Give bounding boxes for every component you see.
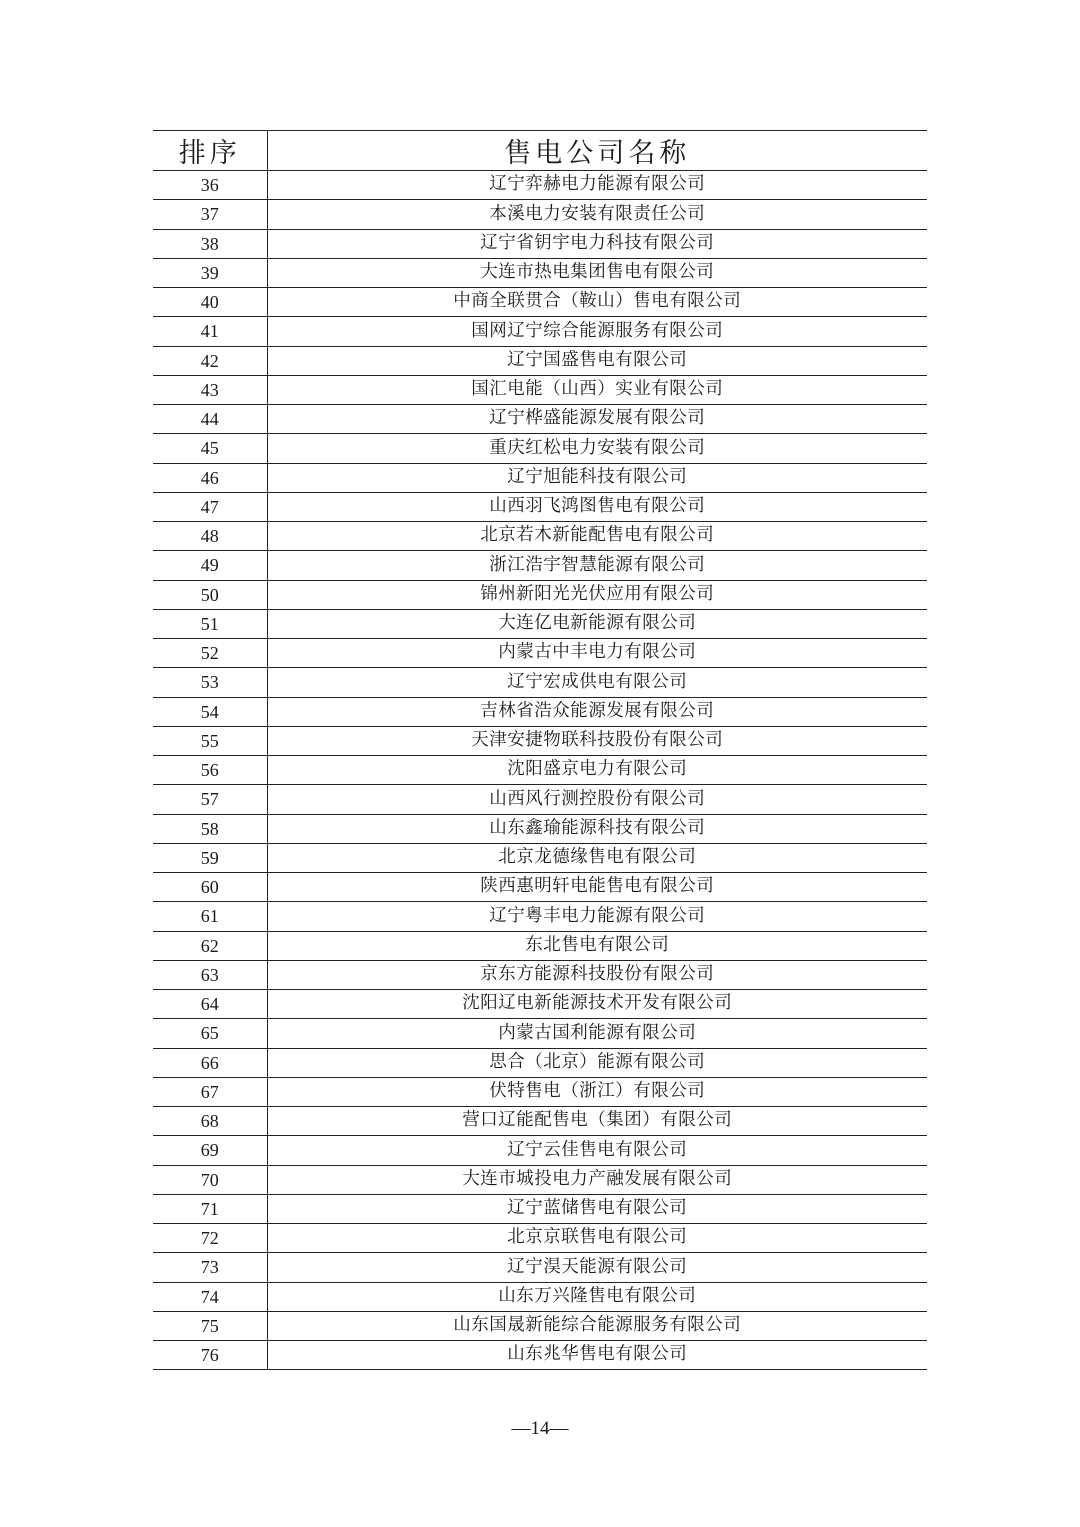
company-name-cell: 辽宁云佳售电有限公司 — [267, 1136, 927, 1165]
company-name-cell: 京东方能源科技股份有限公司 — [267, 960, 927, 989]
table-row — [153, 873, 927, 902]
rank-cell: 71 — [153, 1194, 267, 1223]
rank-cell: 76 — [153, 1341, 267, 1370]
rank-cell: 41 — [153, 317, 267, 346]
company-name-cell: 思合（北京）能源有限公司 — [267, 1048, 927, 1077]
table-row — [153, 258, 927, 287]
header-rank: 排序 — [153, 131, 267, 171]
table-row — [153, 609, 927, 638]
table-row — [153, 288, 927, 317]
company-name-cell: 辽宁省钥宇电力科技有限公司 — [267, 229, 927, 258]
rank-cell: 59 — [153, 843, 267, 872]
rank-cell: 50 — [153, 580, 267, 609]
rank-cell: 57 — [153, 785, 267, 814]
rank-cell: 48 — [153, 522, 267, 551]
rank-cell: 52 — [153, 639, 267, 668]
table-row — [153, 990, 927, 1019]
table-row — [153, 1253, 927, 1282]
company-name-cell: 内蒙古国利能源有限公司 — [267, 1019, 927, 1048]
table-row — [153, 492, 927, 521]
page-number: —14— — [511, 1418, 569, 1439]
company-name-cell: 山东万兴隆售电有限公司 — [267, 1282, 927, 1311]
table-row — [153, 1165, 927, 1194]
company-name-cell: 山东兆华售电有限公司 — [267, 1341, 927, 1370]
company-name-cell: 吉林省浩众能源发展有限公司 — [267, 697, 927, 726]
company-name-cell: 辽宁淏天能源有限公司 — [267, 1253, 927, 1282]
rank-cell: 42 — [153, 346, 267, 375]
company-name-cell: 营口辽能配售电（集团）有限公司 — [267, 1107, 927, 1136]
table-row — [153, 1311, 927, 1340]
rank-cell: 72 — [153, 1224, 267, 1253]
rank-cell: 69 — [153, 1136, 267, 1165]
company-name-cell: 东北售电有限公司 — [267, 931, 927, 960]
rank-cell: 64 — [153, 990, 267, 1019]
company-name-cell: 山东国晟新能综合能源服务有限公司 — [267, 1311, 927, 1340]
company-name-cell: 辽宁国盛售电有限公司 — [267, 346, 927, 375]
company-name-cell: 浙江浩宇智慧能源有限公司 — [267, 551, 927, 580]
rank-cell: 46 — [153, 463, 267, 492]
table-row — [153, 229, 927, 258]
table-row — [153, 463, 927, 492]
table-row — [153, 756, 927, 785]
company-name-cell: 北京龙德缘售电有限公司 — [267, 843, 927, 872]
table-row — [153, 580, 927, 609]
table-body — [153, 171, 927, 1370]
table-row — [153, 1282, 927, 1311]
table-row — [153, 375, 927, 404]
rank-cell: 47 — [153, 492, 267, 521]
company-name-cell: 北京京联售电有限公司 — [267, 1224, 927, 1253]
rank-cell: 38 — [153, 229, 267, 258]
company-ranking-table — [153, 130, 927, 1370]
company-name-cell: 大连亿电新能源有限公司 — [267, 609, 927, 638]
company-name-cell: 辽宁弈赫电力能源有限公司 — [267, 171, 927, 200]
company-name-cell: 重庆红松电力安装有限公司 — [267, 434, 927, 463]
rank-cell: 55 — [153, 726, 267, 755]
table-row — [153, 522, 927, 551]
rank-cell: 61 — [153, 902, 267, 931]
table-row — [153, 697, 927, 726]
company-ranking-table-container — [153, 130, 927, 1370]
rank-cell: 44 — [153, 405, 267, 434]
table-row — [153, 902, 927, 931]
company-name-cell: 沈阳辽电新能源技术开发有限公司 — [267, 990, 927, 1019]
rank-cell: 56 — [153, 756, 267, 785]
rank-cell: 43 — [153, 375, 267, 404]
table-row — [153, 1194, 927, 1223]
company-name-cell: 大连市城投电力产融发展有限公司 — [267, 1165, 927, 1194]
table-row — [153, 200, 927, 229]
table-row — [153, 1224, 927, 1253]
table-row — [153, 1341, 927, 1370]
company-name-cell: 锦州新阳光光伏应用有限公司 — [267, 580, 927, 609]
company-name-cell: 山西羽飞鸿图售电有限公司 — [267, 492, 927, 521]
table-row — [153, 639, 927, 668]
rank-cell: 45 — [153, 434, 267, 463]
rank-cell: 51 — [153, 609, 267, 638]
table-row — [153, 843, 927, 872]
company-name-cell: 沈阳盛京电力有限公司 — [267, 756, 927, 785]
company-name-cell: 山西风行测控股份有限公司 — [267, 785, 927, 814]
rank-cell: 74 — [153, 1282, 267, 1311]
table-row — [153, 317, 927, 346]
rank-cell: 62 — [153, 931, 267, 960]
rank-cell: 39 — [153, 258, 267, 287]
rank-cell: 73 — [153, 1253, 267, 1282]
company-name-cell: 大连市热电集团售电有限公司 — [267, 258, 927, 287]
table-row — [153, 1077, 927, 1106]
table-header — [153, 131, 927, 171]
rank-cell: 37 — [153, 200, 267, 229]
company-name-cell: 辽宁旭能科技有限公司 — [267, 463, 927, 492]
company-name-cell: 陕西惠明轩电能售电有限公司 — [267, 873, 927, 902]
table-row — [153, 434, 927, 463]
company-name-cell: 辽宁宏成供电有限公司 — [267, 668, 927, 697]
company-name-cell: 伏特售电（浙江）有限公司 — [267, 1077, 927, 1106]
company-name-cell: 国网辽宁综合能源服务有限公司 — [267, 317, 927, 346]
company-name-cell: 山东鑫瑜能源科技有限公司 — [267, 814, 927, 843]
table-row — [153, 726, 927, 755]
rank-cell: 66 — [153, 1048, 267, 1077]
table-row — [153, 785, 927, 814]
table-row — [153, 405, 927, 434]
company-name-cell: 辽宁蓝储售电有限公司 — [267, 1194, 927, 1223]
rank-cell: 36 — [153, 171, 267, 200]
rank-cell: 53 — [153, 668, 267, 697]
table-row — [153, 346, 927, 375]
table-row — [153, 551, 927, 580]
company-name-cell: 本溪电力安装有限责任公司 — [267, 200, 927, 229]
table-row — [153, 171, 927, 200]
table-row — [153, 931, 927, 960]
header-row — [153, 131, 927, 171]
rank-cell: 70 — [153, 1165, 267, 1194]
table-row — [153, 1019, 927, 1048]
company-name-cell: 北京若木新能配售电有限公司 — [267, 522, 927, 551]
table-row — [153, 960, 927, 989]
rank-cell: 63 — [153, 960, 267, 989]
company-name-cell: 内蒙古中丰电力有限公司 — [267, 639, 927, 668]
rank-cell: 67 — [153, 1077, 267, 1106]
company-name-cell: 天津安捷物联科技股份有限公司 — [267, 726, 927, 755]
rank-cell: 60 — [153, 873, 267, 902]
table-row — [153, 1136, 927, 1165]
table-row — [153, 668, 927, 697]
rank-cell: 49 — [153, 551, 267, 580]
rank-cell: 75 — [153, 1311, 267, 1340]
rank-cell: 58 — [153, 814, 267, 843]
rank-cell: 54 — [153, 697, 267, 726]
company-name-cell: 辽宁桦盛能源发展有限公司 — [267, 405, 927, 434]
rank-cell: 68 — [153, 1107, 267, 1136]
table-row — [153, 1107, 927, 1136]
table-row — [153, 814, 927, 843]
rank-cell: 65 — [153, 1019, 267, 1048]
table-row — [153, 1048, 927, 1077]
company-name-cell: 辽宁粤丰电力能源有限公司 — [267, 902, 927, 931]
company-name-cell: 国汇电能（山西）实业有限公司 — [267, 375, 927, 404]
header-company-name: 售电公司名称 — [267, 131, 927, 171]
company-name-cell: 中商全联贯合（鞍山）售电有限公司 — [267, 288, 927, 317]
rank-cell: 40 — [153, 288, 267, 317]
